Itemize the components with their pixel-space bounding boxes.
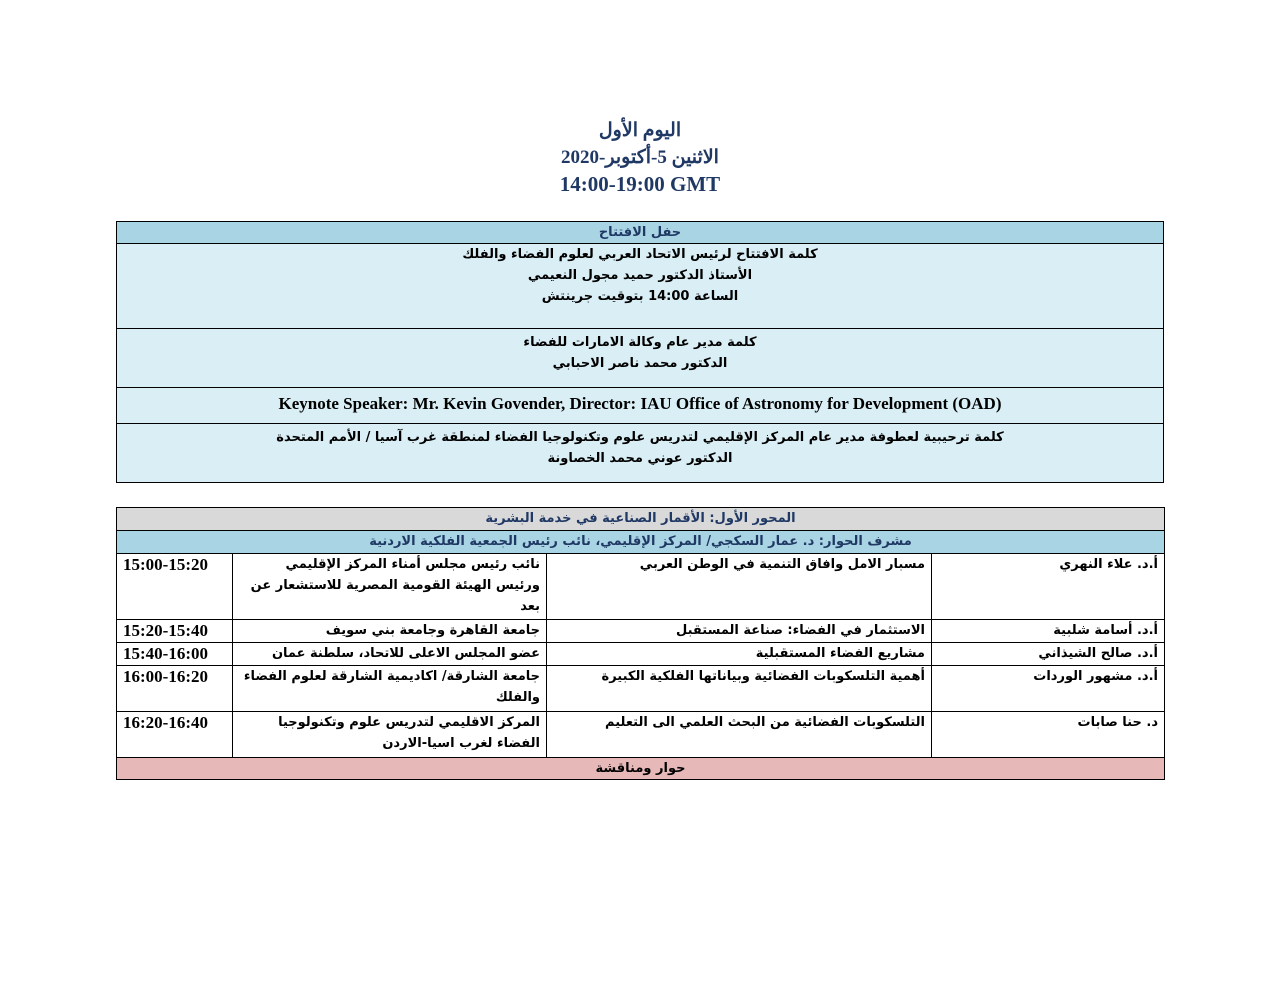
welcome-2-line-2: الدكتور محمد ناصر الاحبابي: [552, 356, 728, 371]
day-title: اليوم الأول: [598, 120, 682, 141]
session-affiliation: المركز الاقليمي لتدريس علوم وتكنولوجيا الفضاء لغرب اسيا-الاردن: [233, 712, 547, 758]
discussion-row: حوار ومناقشة: [117, 758, 1165, 780]
session-time: 15:00-15:20: [117, 554, 233, 620]
session-speaker: أ.د. أسامة شلبية: [932, 620, 1165, 643]
welcome-1-line-2: الأستاذ الدكتور حميد مجول النعيمي: [527, 268, 753, 283]
session-affiliation: عضو المجلس الاعلى للاتحاد، سلطنة عمان: [233, 643, 547, 666]
session-row: [117, 554, 1165, 620]
session-speaker: أ.د. مشهور الوردات: [932, 666, 1165, 712]
session-topic: مشاريع الفضاء المستقبلية: [547, 643, 932, 666]
welcome-1-line-3: الساعة 14:00 بتوقيت جرينتش: [541, 289, 739, 304]
axis-moderator: مشرف الحوار: د. عمار السكجي/ المركز الإقليمي، نائب رئيس الجمعية الفلكية الاردنية: [117, 531, 1165, 554]
day-header: [0, 117, 1280, 198]
session-time: 15:20-15:40: [117, 620, 233, 643]
day-time: 14:00-19:00 GMT: [559, 172, 721, 196]
session-row: [117, 643, 1165, 666]
session-row: [117, 620, 1165, 643]
session-topic: التلسكوبات الفضائية من البحث العلمي الى التعليم: [547, 712, 932, 758]
session-topic: مسبار الامل وافاق التنمية في الوطن العربي: [547, 554, 932, 620]
session-time: 16:00-16:20: [117, 666, 233, 712]
session-affiliation: جامعة القاهرة وجامعة بني سويف: [233, 620, 547, 643]
session-speaker: د. حنا صابات: [932, 712, 1165, 758]
session-row: [117, 666, 1165, 712]
axis-title: المحور الأول: الأقمار الصناعية في خدمة البشرية: [117, 508, 1165, 531]
session-speaker: أ.د. علاء النهري: [932, 554, 1165, 620]
opening-welcome-1: [117, 244, 1164, 329]
keynote-speaker: Keynote Speaker: Mr. Kevin Govender, Director: IAU Office of Astronomy for Development (OAD): [117, 388, 1164, 424]
axis-one-table: [116, 507, 1165, 780]
day-date: الاثنين 5-أكتوبر-2020: [561, 147, 719, 168]
opening-welcome-2: [117, 329, 1164, 388]
opening-title: حفل الافتتاح: [117, 222, 1164, 244]
welcome-2-line-1: كلمة مدير عام وكالة الامارات للفضاء: [523, 335, 757, 350]
session-row: [117, 712, 1165, 758]
session-topic: أهمية التلسكوبات الفضائية وبياناتها الفلكية الكبيرة: [547, 666, 932, 712]
opening-welcome-3: [117, 424, 1164, 483]
opening-ceremony-table: [116, 221, 1164, 483]
session-time: 16:20-16:40: [117, 712, 233, 758]
session-time: 15:40-16:00: [117, 643, 233, 666]
session-speaker: أ.د. صالح الشيذاني: [932, 643, 1165, 666]
welcome-3-line-2: الدكتور عوني محمد الخصاونة: [547, 451, 733, 466]
session-topic: الاستثمار في الفضاء: صناعة المستقبل: [547, 620, 932, 643]
welcome-3-line-1: كلمة ترحيبية لعطوفة مدير عام المركز الإقليمي لتدريس علوم وتكنولوجيا الفضاء لمنطقة غرب آسيا / الأمم المتحدة: [276, 430, 1004, 445]
session-affiliation: نائب رئيس مجلس أمناء المركز الإقليمي ورئيس الهيئة القومية المصرية للاستشعار عن بعد: [233, 554, 547, 620]
welcome-1-line-1: كلمة الافتتاح لرئيس الاتحاد العربي لعلوم الفضاء والفلك: [462, 247, 818, 262]
session-affiliation: جامعة الشارقة/ اكاديمية الشارقة لعلوم الفضاء والفلك: [233, 666, 547, 712]
